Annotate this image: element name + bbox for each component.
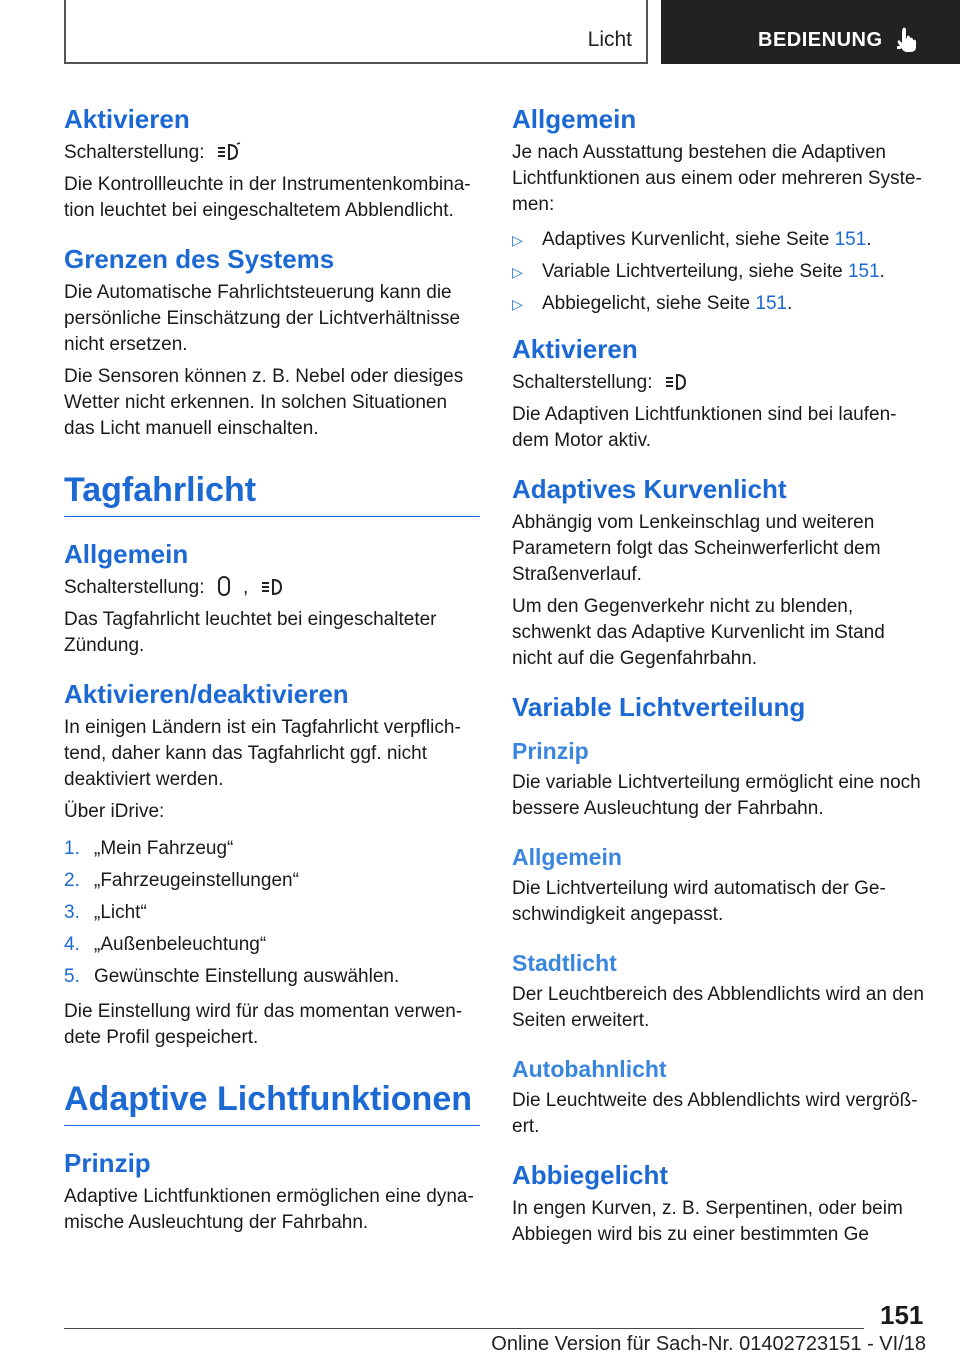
list-item: ▷ Adaptives Kurvenlicht, siehe Seite 151. [512,224,926,256]
heading-prinzip-right: Prinzip [512,738,589,764]
page-number: 151 [880,1300,924,1330]
page-link[interactable]: 151 [755,293,788,314]
r3-p2: Um den Gegenverkehr nicht zu blenden, schwenkt das Adaptive Kurvenlicht im Stand nicht auf die Gegenfahrbahn. [512,596,885,669]
comma: , [243,577,249,598]
heading-adaptives-kurvenlicht: Adaptives Kurvenlicht [512,474,787,504]
s4-via: Über iDrive: [64,801,165,822]
list-item: ▷ Variable Lichtverteilung, siehe Seite 151. [512,256,926,288]
header-chapter-tab [661,0,960,64]
switch-position-line-3 [512,370,926,396]
footer-text: Online Version für Sach-Nr. 01402723151 - VI/18 [491,1333,926,1355]
right-column [512,104,926,1254]
s2-p2: Die Sensoren können z. B. Nebel oder diesiges Wetter nicht erkennen. In solchen Situationen das Licht manuell einschalten. [64,366,464,439]
auto-headlight-icon [216,142,242,162]
triangle-bullet-icon: ▷ [512,264,523,280]
heading-grenzen: Grenzen des Systems [64,244,335,274]
s3-text: Das Tagfahrlicht leuchtet bei eingeschalteter Zündung. [64,609,437,656]
hand-pointer-icon [897,26,921,52]
systems-list [512,224,926,320]
s5-text: Adaptive Lichtfunktionen ermöglichen eine dynamische Ausleuchtung der Fahrbahn. [64,1186,474,1233]
r3-p1: Abhängig vom Lenkeinschlag und weiteren Parametern folgt das Scheinwerferlicht dem Straßenverlauf. [512,512,881,585]
list-item: 5. Gewünschte Einstellung auswählen. [64,966,400,987]
header-chapter-label: BEDIENUNG [758,29,883,51]
idrive-steps [64,833,480,993]
triangle-bullet-icon: ▷ [512,232,523,248]
list-item: 3. „Licht“ [64,902,147,923]
heading-autobahnlicht: Autobahnlicht [512,1056,667,1082]
heading-aktivieren-right: Aktivieren [512,334,638,364]
heading-abbiegelicht: Abbiegelicht [512,1160,669,1190]
heading-prinzip-left: Prinzip [64,1148,151,1178]
r9-text: In engen Kurven, z. B. Serpentinen, oder beim Abbiegen wird bis zu einer bestimmten Ge [512,1198,903,1245]
left-column [64,104,480,1242]
heading-allgemein-sub: Allgemein [512,844,622,870]
switch-position-label: Schalterstellung: [64,142,205,163]
list-item: ▷ Abbiegelicht, siehe Seite 151. [512,288,926,320]
heading-aktivieren-deaktivieren: Aktivieren/deaktivieren [64,679,349,709]
header-section-label: Licht [587,28,632,51]
r7-text: Der Leuchtbereich des Abblendlichts wird an den Seiten erweitert. [512,984,924,1031]
s4-text: In einigen Ländern ist ein Tagfahrlicht verpflichtend, daher kann das Tagfahrlicht ggf. nicht deaktiviert werden. [64,717,461,790]
light-off-icon [216,575,232,597]
auto-headlight-icon [260,577,286,597]
s1-text: Die Kontrollleuchte in der Instrumentenkombination leuchtet bei eingeschaltetem Abblendlicht. [64,174,471,221]
auto-headlight-icon [664,372,690,392]
s4-after: Die Einstellung wird für das momentan verwendete Profil gespeichert. [64,1001,463,1048]
page-link[interactable]: 151 [834,229,867,250]
heading-adaptive-lichtfunktionen: Adaptive Lichtfunktionen [64,1077,480,1126]
list-item: 2. „Fahrzeugeinstellungen“ [64,870,299,891]
list-item: 4. „Außenbeleuchtung“ [64,934,267,955]
header-section-tab [64,0,648,64]
r2-text: Die Adaptiven Lichtfunktionen sind bei laufendem Motor aktiv. [512,404,897,451]
heading-variable-lichtverteilung: Variable Lichtverteilung [512,692,806,722]
r1-text: Je nach Ausstattung bestehen die Adaptiven Lichtfunktionen aus einem oder mehreren Systemen: [512,142,922,215]
r5-text: Die variable Lichtverteilung ermöglicht eine noch bessere Ausleuchtung der Fahrbahn. [512,772,921,819]
switch-position-label: Schalterstellung: [512,372,653,393]
page-link[interactable]: 151 [847,261,880,282]
heading-allgemein-right: Allgemein [512,104,637,134]
list-item: 1. „Mein Fahrzeug“ [64,838,234,859]
r8-text: Die Leuchtweite des Abblendlichts wird vergrößert. [512,1090,918,1137]
switch-position-line [64,140,480,166]
s2-p1: Die Automatische Fahrlichtsteuerung kann die persönliche Einschätzung der Lichtverhältnisse nicht ersetzen. [64,282,461,355]
switch-position-label: Schalterstellung: [64,577,205,598]
triangle-bullet-icon: ▷ [512,296,523,312]
r6-text: Die Lichtverteilung wird automatisch der Geschwindigkeit angepasst. [512,878,886,925]
switch-position-line-2 [64,575,480,601]
heading-stadtlicht: Stadtlicht [512,950,617,976]
heading-allgemein-left: Allgemein [64,539,189,569]
footer-divider [64,1328,864,1329]
heading-aktivieren: Aktivieren [64,104,190,134]
heading-tagfahrlicht: Tagfahrlicht [64,468,480,517]
